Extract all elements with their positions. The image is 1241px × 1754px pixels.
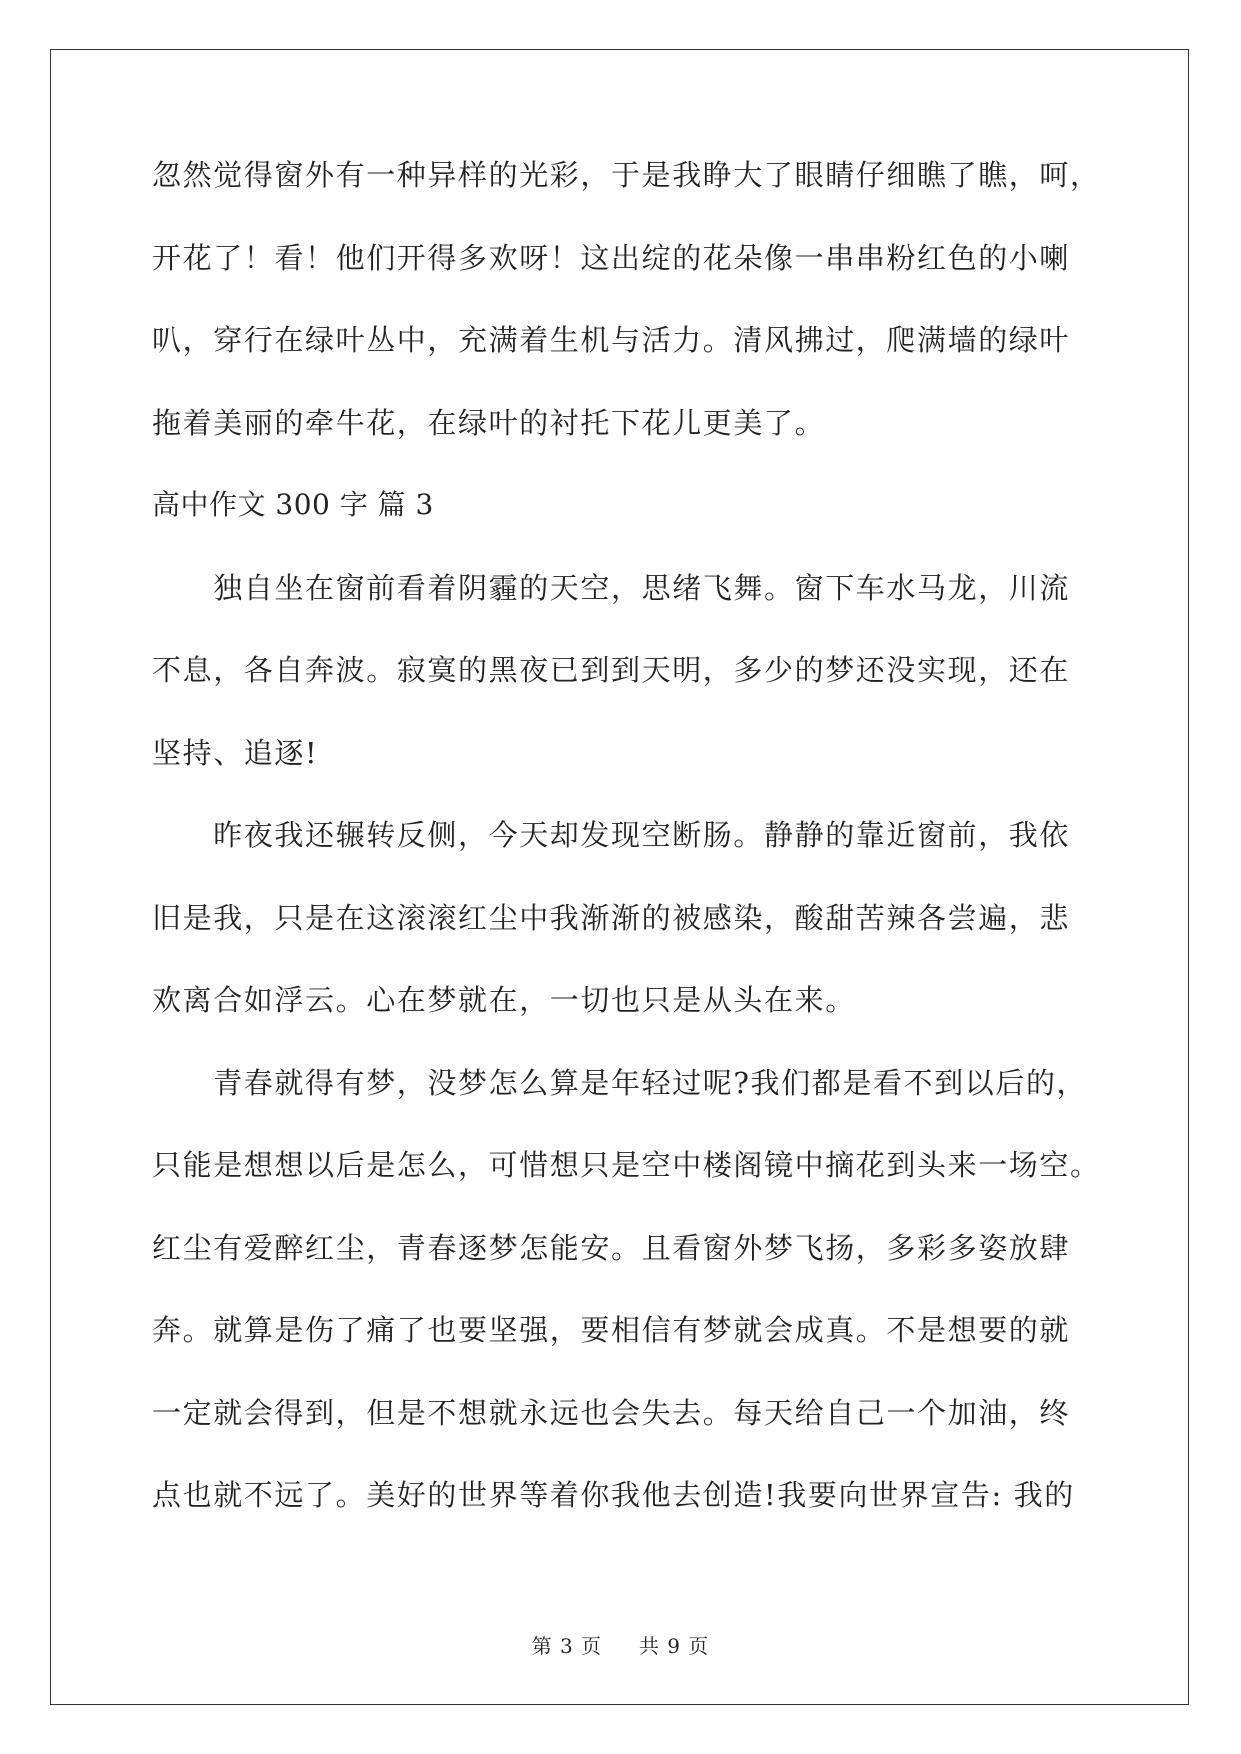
text-line: 独自坐在窗前看着阴霾的天空，思绪飞舞。窗下车水马龙，川流 [152, 570, 1071, 605]
text-line: 红尘有爱醉红尘，青春逐梦怎能安。且看窗外梦飞扬，多彩多姿放肆 [152, 1230, 1071, 1265]
section-heading: 高中作文 300 字 篇 3 [152, 488, 434, 521]
text-line: 奔。就算是伤了痛了也要坚强，要相信有梦就会成真。不是想要的就 [152, 1313, 1071, 1347]
text-line: 开花了！看！他们开得多欢呀！这出绽的花朵像一串串粉红色的小喇 [152, 240, 1071, 275]
text-line: 青春就得有梦，没梦怎么算是年轻过呢?我们都是看不到以后的， [152, 1065, 1088, 1100]
text-line: 只能是想想以后是怎么，可惜想只是空中楼阁镜中摘花到头来一场空。 [152, 1148, 1101, 1182]
text-line: 昨夜我还辗转反侧，今天却发现空断肠。静静的靠近窗前，我依 [152, 818, 1071, 852]
text-line: 忽然觉得窗外有一种异样的光彩，于是我睁大了眼睛仔细瞧了瞧，呵， [152, 158, 1101, 192]
page-total: 共 9 页 [638, 1634, 710, 1658]
text-line: 不息，各自奔波。寂寞的黑夜已到到天明，多少的梦还没实现，还在 [152, 653, 1071, 687]
text-line: 点也就不远了。美好的世界等着你我他去创造!我要向世界宣告: 我的 [152, 1478, 1075, 1512]
document-body [152, 158, 1101, 1563]
text-line: 拖着美丽的牵牛花，在绿叶的衬托下花儿更美了。 [152, 405, 826, 440]
page-number: 第 3 页 [531, 1634, 603, 1658]
text-line: 叭，穿行在绿叶丛中，充满着生机与活力。清风拂过，爬满墙的绿叶 [152, 323, 1071, 357]
text-line: 坚持、追逐! [152, 735, 319, 770]
text-line: 旧是我，只是在这滚滚红尘中我渐渐的被感染，酸甜苦辣各尝遍，悲 [152, 900, 1071, 935]
page-footer [0, 1630, 1241, 1659]
text-line: 一定就会得到，但是不想就永远也会失去。每天给自己一个加油，终 [152, 1395, 1071, 1430]
text-line: 欢离合如浮云。心在梦就在，一切也只是从头在来。 [152, 983, 856, 1017]
